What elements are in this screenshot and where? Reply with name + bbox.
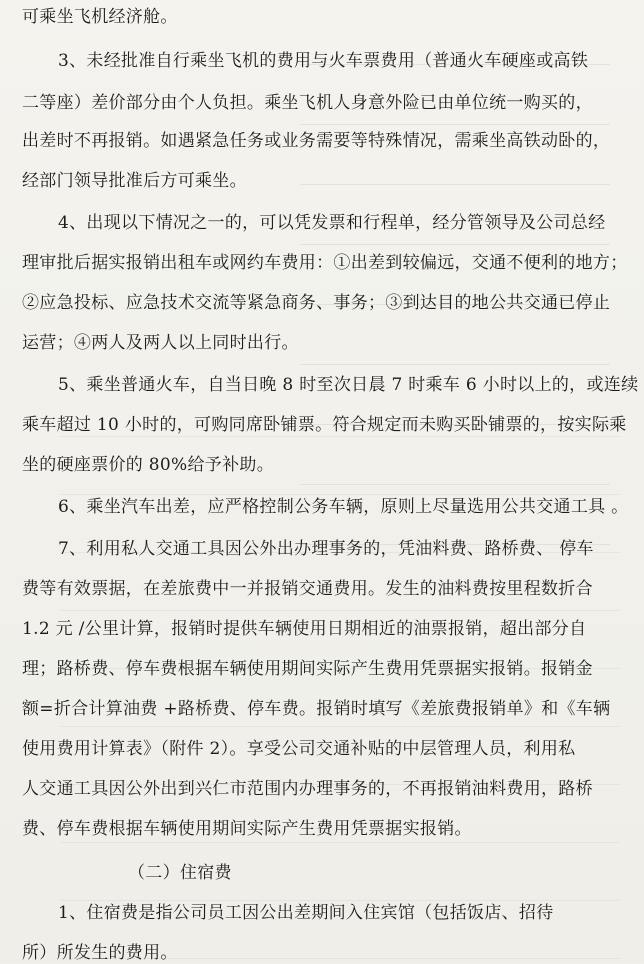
text-line-9: 运营；④两人及两人以上同时出行。 <box>22 333 299 353</box>
text-line-18: 额=折合计算油费 +路桥费、停车费。报销时填写《差旅费报销单》和《车辆 <box>22 699 611 719</box>
text-line-11: 乘车超过 10 小时的，可购同席卧铺票。符合规定而未购买卧铺票的，按实际乘 <box>22 415 627 435</box>
text-line-19: 使用费用计算表》（附件 2）。享受公司交通补贴的中层管理人员，利用私 <box>22 739 576 759</box>
text-line-2: 3、未经批准自行乘坐飞机的费用与火车票费用（普通火车硬座或高铁 <box>58 51 589 71</box>
text-line-1: 可乘坐飞机经济舱。 <box>22 7 178 27</box>
text-line-6: 4、出现以下情况之一的，可以凭发票和行程单，经分管领导及公司总经 <box>58 213 606 233</box>
text-line-24: 所）所发生的费用。 <box>22 943 178 963</box>
text-line-16: 1.2 元 /公里计算，报销时提供车辆使用日期相近的油票报销，超出部分自 <box>22 619 587 639</box>
text-line-5: 经部门领导批准后方可乘坐。 <box>22 171 247 191</box>
text-line-3: 二等座）差价部分由个人负担。乘坐飞机人身意外险已由单位统一购买的， <box>22 93 593 113</box>
text-line-14: 7、利用私人交通工具因公外出办理事务的，凭油料费、路桥费、 停车 <box>58 539 594 559</box>
text-line-13: 6、乘坐汽车出差，应严格控制公务车辆，原则上尽量选用公共交通工具 。 <box>58 497 629 517</box>
text-line-15: 费等有效票据，在差旅费中一并报销交通费用。发生的油料费按里程数折合 <box>22 579 593 599</box>
section-heading-accommodation: （二）住宿费 <box>128 863 232 883</box>
text-line-23: 1、住宿费是指公司员工因公出差期间入住宾馆（包括饭店、招待 <box>58 903 554 923</box>
text-line-7: 理审批后据实报销出租车或网约车费用：①出差到较偏远，交通不便利的地方； <box>22 253 628 273</box>
text-line-4: 出差时不再报销。如遇紧急任务或业务需要等特殊情况，需乘坐高铁动卧的， <box>22 131 611 151</box>
text-line-8: ②应急投标、应急技术交流等紧急商务、事务；③到达目的地公共交通已停止 <box>22 293 611 313</box>
text-line-20: 人交通工具因公外出到兴仁市范围内办理事务的，不再报销油料费用，路桥 <box>22 779 593 799</box>
text-line-21: 费、停车费根据车辆使用期间实际产生费用凭票据实报销。 <box>22 819 472 839</box>
text-line-12: 坐的硬座票价的 80%给予补助。 <box>22 455 274 475</box>
text-line-10: 5、乘坐普通火车，自当日晚 8 时至次日晨 7 时乘车 6 小时以上的，或连续 <box>58 375 639 395</box>
text-line-17: 理；路桥费、停车费根据车辆使用期间实际产生费用凭票据实报销。报销金 <box>22 659 593 679</box>
